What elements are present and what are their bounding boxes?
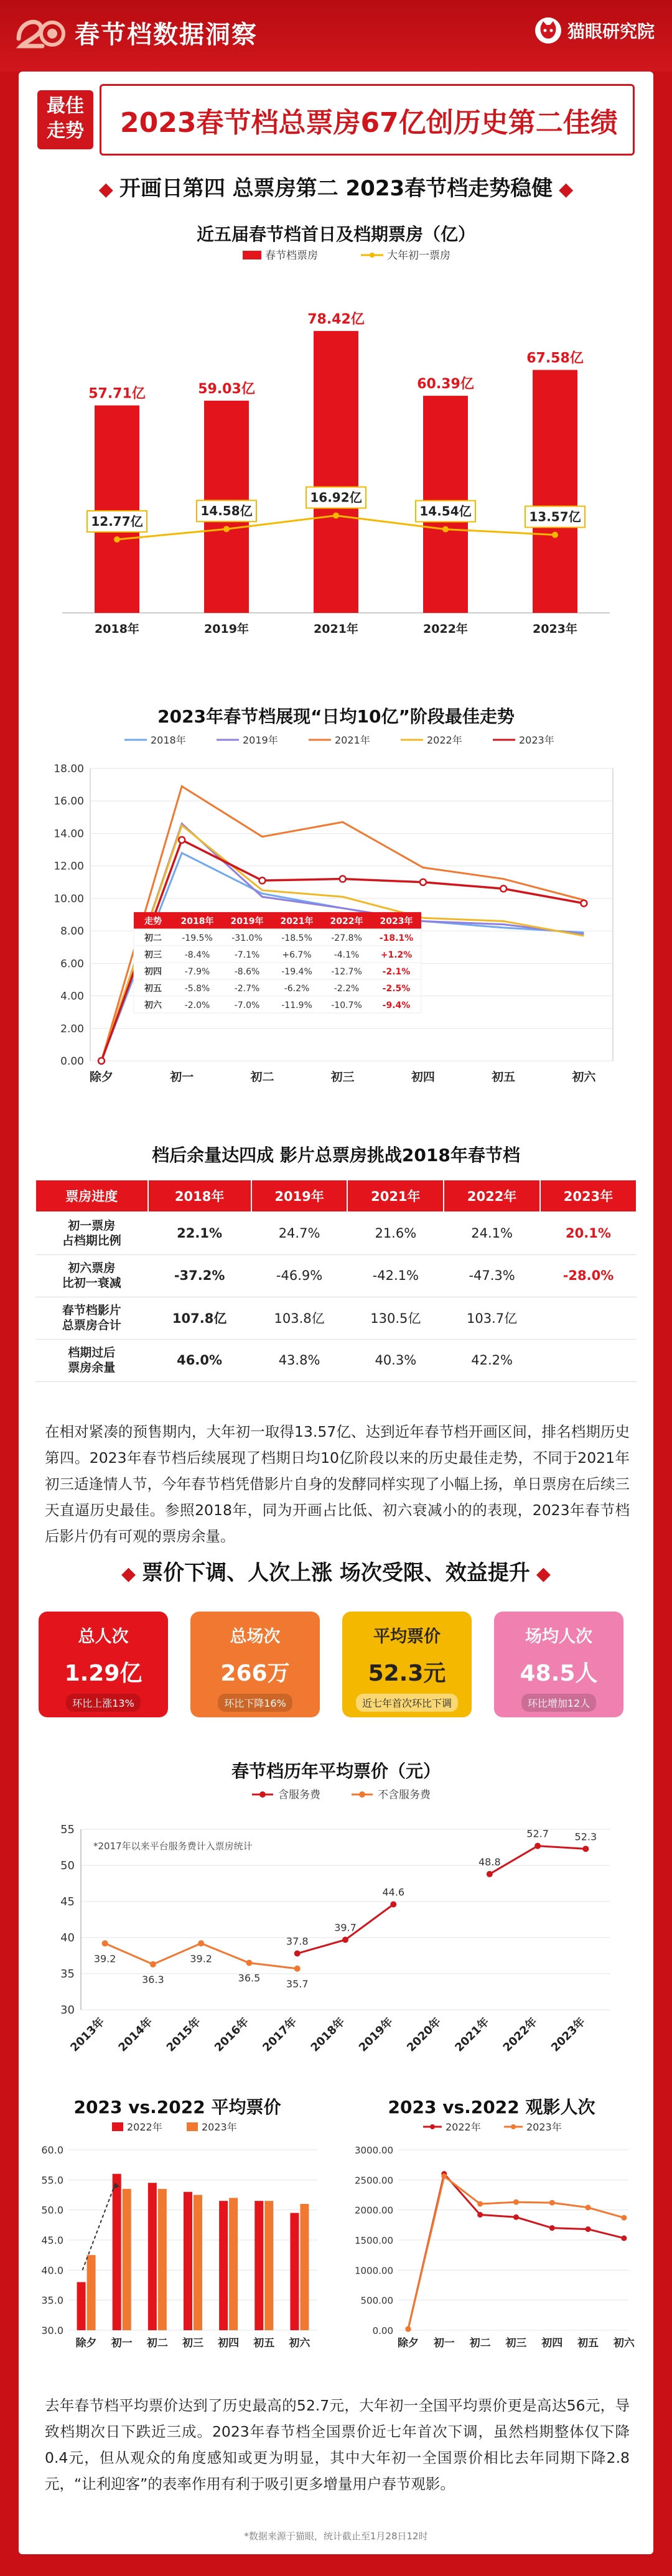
table-row bbox=[35, 1297, 637, 1339]
x-tick-label: 2021年 bbox=[452, 2015, 492, 2055]
data-label: 37.8 bbox=[286, 1935, 309, 1948]
bar-2023 bbox=[264, 2201, 273, 2330]
x-tick-label: 2019年 bbox=[356, 2015, 396, 2055]
box-office-bar-chart bbox=[37, 246, 635, 656]
table-header-cell: 票房进度 bbox=[35, 1180, 148, 1212]
bar-data-label: 60.39亿 bbox=[417, 376, 474, 393]
legend-label: 春节档票房 bbox=[265, 250, 318, 262]
header bbox=[0, 0, 672, 72]
x-tick-label: 2015年 bbox=[164, 2015, 203, 2055]
paragraph-1: 在相对紧凑的预售期内，大年初一取得13.57亿、达到近年春节档开画区间，排名档期历史第四。2023年春节档后续展现了档期日均10亿阶段以来的历史最佳走势，不同于2021年初三适逢情人节，今年春节档凭借影片自身的发酵同样实现了小幅上扬，单日票房在后续三天直逼历史最佳。参照2018年，同为开画占比低、初六衰减小的的表现，2023年春节档后影片仍有可观的票房余量。 bbox=[45, 1423, 630, 1545]
bar-2022 bbox=[148, 2183, 157, 2330]
x-tick-label: 初二 bbox=[469, 2337, 491, 2350]
series-point bbox=[549, 2225, 555, 2231]
bar-data-label: 59.03亿 bbox=[198, 381, 255, 397]
section2-title-text: 票价下调、人次上涨 场次受限、效益提升 bbox=[142, 1561, 530, 1585]
bar-data-label: 67.58亿 bbox=[526, 350, 584, 366]
chart3-title: 春节档历年平均票价（元） bbox=[231, 1761, 441, 1781]
series-point bbox=[340, 876, 346, 882]
lantern-icon: ◆ bbox=[98, 179, 113, 200]
legend-marker bbox=[430, 2124, 435, 2129]
series-point bbox=[582, 1846, 589, 1852]
legend-label: 2018年 bbox=[151, 734, 186, 746]
y-tick-label: 1500.00 bbox=[354, 2235, 393, 2246]
x-tick-label: 除夕 bbox=[89, 1070, 114, 1084]
box-office-progress-table bbox=[35, 1179, 637, 1382]
trend-arrow bbox=[83, 2183, 116, 2270]
y-tick-label: 14.00 bbox=[54, 828, 84, 841]
inset-cell: -10.7% bbox=[331, 1000, 362, 1010]
content-panel bbox=[19, 72, 653, 2554]
y-tick-label: 10.00 bbox=[54, 892, 84, 905]
y-tick-label: 50.0 bbox=[41, 2204, 63, 2216]
x-tick-label: 初三 bbox=[330, 1070, 355, 1084]
brand-title: 春节档数据洞察 bbox=[75, 20, 258, 49]
section1-title-text: 开画日第四 总票房第二 2023春节档走势稳健 bbox=[119, 176, 553, 201]
section2-title bbox=[19, 1556, 653, 1586]
headline-title: 2023春节档总票房67亿创历史第二佳绩 bbox=[120, 106, 618, 139]
inset-row bbox=[134, 929, 421, 946]
y-tick-label: 2500.00 bbox=[354, 2175, 393, 2186]
data-label: 35.7 bbox=[286, 1977, 309, 1990]
inset-cell: -18.1% bbox=[379, 933, 414, 943]
table-cell: 107.8亿 bbox=[148, 1297, 251, 1339]
table-cell: -42.1% bbox=[347, 1254, 444, 1297]
line-point-day1 bbox=[442, 526, 449, 533]
inset-cell: -19.5% bbox=[182, 933, 213, 943]
data-label: 52.7 bbox=[526, 1827, 549, 1840]
bar-box-office bbox=[95, 406, 139, 613]
kpi-label: 总场次 bbox=[230, 1627, 281, 1646]
y-tick-label: 40 bbox=[60, 1931, 75, 1944]
line-data-label: 14.54亿 bbox=[419, 503, 472, 519]
x-tick-label: 2021年 bbox=[314, 622, 358, 636]
data-label: 44.6 bbox=[382, 1886, 405, 1898]
inset-cell: +6.7% bbox=[282, 950, 312, 960]
inset-cell: -9.4% bbox=[382, 1000, 411, 1010]
x-tick-label: 2018年 bbox=[95, 622, 139, 636]
y-tick-label: 50 bbox=[60, 1859, 75, 1872]
x-tick-label: 除夕 bbox=[398, 2337, 419, 2350]
line-point-day1 bbox=[552, 532, 558, 538]
inset-cell: -2.7% bbox=[234, 983, 260, 994]
line-data-label: 12.77亿 bbox=[91, 513, 143, 529]
x-tick-label: 初四 bbox=[541, 2337, 563, 2350]
table-cell: 24.1% bbox=[444, 1212, 540, 1254]
x-tick-label: 初一 bbox=[111, 2337, 133, 2350]
table-cell: 22.1% bbox=[148, 1212, 251, 1254]
lantern-icon: ◆ bbox=[121, 1563, 136, 1585]
data-label: 48.8 bbox=[478, 1855, 501, 1868]
table-cell bbox=[540, 1297, 637, 1339]
table-cell: -28.0% bbox=[540, 1254, 637, 1297]
kpi-value: 1.29亿 bbox=[64, 1661, 142, 1686]
inset-cell: -2.5% bbox=[382, 983, 411, 994]
series-point bbox=[513, 2200, 519, 2205]
series-point bbox=[294, 1951, 301, 1957]
y-tick-label: 3000.00 bbox=[354, 2145, 393, 2156]
tag-line-2: 走势 bbox=[47, 120, 84, 142]
bar-2022 bbox=[290, 2213, 299, 2331]
y-tick-label: 6.00 bbox=[60, 958, 84, 971]
y-tick-label: 30.0 bbox=[41, 2325, 63, 2336]
kpi-value: 48.5人 bbox=[520, 1661, 598, 1686]
inset-cell: 初二 bbox=[144, 933, 162, 943]
series-point bbox=[500, 885, 506, 892]
bar-data-label: 57.71亿 bbox=[88, 386, 146, 402]
kpi-average-ticket-price bbox=[342, 1612, 472, 1717]
chart4-title: 2023 vs.2022 平均票价 bbox=[73, 2097, 281, 2117]
table-header-cell: 2018年 bbox=[148, 1180, 251, 1212]
x-tick-label: 初六 bbox=[572, 1070, 596, 1084]
kpi-sub: 环比下降16% bbox=[218, 1694, 292, 1712]
y-tick-label: 18.00 bbox=[54, 763, 84, 775]
inset-cell: -2.0% bbox=[184, 1000, 210, 1010]
x-tick-label: 2016年 bbox=[212, 2015, 251, 2055]
bar-2022 bbox=[77, 2282, 86, 2330]
chart1-title: 近五届春节档首日及档期票房（亿） bbox=[196, 224, 475, 245]
headline-tag bbox=[37, 90, 93, 149]
kpi-label: 总人次 bbox=[78, 1627, 129, 1646]
avg-price-comparison-bar-chart bbox=[31, 2119, 330, 2361]
y-tick-label: 45 bbox=[60, 1895, 75, 1908]
table-header-cell: 2019年 bbox=[251, 1180, 348, 1212]
inset-cell: -8.4% bbox=[184, 950, 210, 960]
legend-label: 2023年 bbox=[526, 2121, 562, 2133]
legend-label: 2023年 bbox=[519, 734, 554, 746]
inset-row bbox=[134, 963, 421, 979]
x-tick-label: 初四 bbox=[218, 2337, 240, 2350]
x-tick-label: 2019年 bbox=[204, 622, 249, 636]
line-point-day1 bbox=[333, 513, 339, 519]
inset-cell: 初三 bbox=[144, 950, 162, 960]
inset-cell: -19.4% bbox=[281, 966, 312, 977]
table-cell: 20.1% bbox=[540, 1212, 637, 1254]
kpi-total-screenings bbox=[190, 1612, 320, 1717]
bar-2022 bbox=[219, 2201, 228, 2330]
series-point bbox=[621, 2215, 627, 2221]
y-tick-label: 30 bbox=[60, 2004, 75, 2017]
table-cell: 档期过后 票房余量 bbox=[35, 1339, 148, 1381]
table-cell: 43.8% bbox=[251, 1339, 348, 1381]
kpi-total-admissions bbox=[39, 1612, 168, 1717]
lantern-icon: ◆ bbox=[559, 179, 574, 200]
x-tick-label: 初二 bbox=[250, 1070, 274, 1084]
y-tick-label: 35 bbox=[60, 1967, 75, 1981]
series-point bbox=[98, 1058, 105, 1064]
bar-2023 bbox=[158, 2189, 167, 2330]
data-label: 39.2 bbox=[93, 1953, 116, 1965]
y-tick-label: 45.0 bbox=[41, 2234, 63, 2246]
legend-marker bbox=[359, 1791, 365, 1798]
table-cell: -37.2% bbox=[148, 1254, 251, 1297]
series-point bbox=[406, 2326, 411, 2332]
x-tick-label: 2013年 bbox=[68, 2015, 108, 2055]
table-cell bbox=[540, 1339, 637, 1381]
series-point bbox=[342, 1936, 348, 1943]
footnote: *数据来源于猫眼，统计截止至1月28日12时 bbox=[244, 2531, 428, 2542]
kpi-label: 场均人次 bbox=[525, 1627, 592, 1646]
kpi-label: 平均票价 bbox=[373, 1627, 441, 1646]
kpi-sub: 环比增加12人 bbox=[521, 1694, 596, 1712]
series-point bbox=[513, 2214, 519, 2220]
inset-header-label: 2023年 bbox=[380, 916, 413, 926]
y-tick-label: 55 bbox=[60, 1823, 75, 1836]
data-label: 39.7 bbox=[334, 1921, 357, 1934]
inset-header-label: 2018年 bbox=[180, 916, 214, 926]
table-header-cell: 2022年 bbox=[444, 1180, 540, 1212]
legend-label: 2019年 bbox=[243, 734, 278, 746]
y-tick-label: 4.00 bbox=[60, 990, 84, 1003]
table-header-row bbox=[35, 1180, 637, 1212]
inset-cell: 初五 bbox=[144, 983, 162, 994]
table-header-cell: 2023年 bbox=[540, 1180, 637, 1212]
line-point-day1 bbox=[223, 526, 230, 532]
series-point bbox=[246, 1960, 252, 1966]
x-tick-label: 2020年 bbox=[404, 2015, 444, 2055]
chart5-title: 2023 vs.2022 观影人次 bbox=[388, 2097, 595, 2117]
bar-data-label: 78.42亿 bbox=[307, 311, 365, 327]
legend-marker bbox=[370, 253, 375, 258]
series-point bbox=[259, 877, 265, 884]
line-point-day1 bbox=[114, 536, 120, 543]
table-cell: 40.3% bbox=[347, 1339, 444, 1381]
inset-cell: -2.2% bbox=[334, 983, 360, 994]
series-point bbox=[586, 2226, 591, 2232]
inset-cell: -5.8% bbox=[184, 983, 210, 994]
chart2-title: 2023年春节档展现“日均10亿”阶段最佳走势 bbox=[157, 706, 515, 727]
x-tick-label: 初六 bbox=[613, 2337, 635, 2350]
series-point bbox=[477, 2201, 483, 2207]
table-cell: 103.7亿 bbox=[444, 1297, 540, 1339]
legend-label: 含服务费 bbox=[278, 1789, 320, 1801]
y-tick-label: 8.00 bbox=[60, 925, 84, 938]
y-tick-label: 2000.00 bbox=[354, 2205, 393, 2216]
inset-row bbox=[134, 996, 421, 1013]
table-row bbox=[35, 1212, 637, 1254]
table-header-cell: 2021年 bbox=[347, 1180, 444, 1212]
bar-2022 bbox=[113, 2174, 121, 2330]
inset-cell: 初四 bbox=[144, 966, 162, 977]
bar-2023 bbox=[123, 2189, 131, 2330]
series-point bbox=[534, 1843, 541, 1849]
series-point bbox=[179, 837, 185, 843]
legend-label: 2022年 bbox=[427, 734, 462, 746]
series-line bbox=[490, 1846, 586, 1874]
inset-cell: -4.1% bbox=[334, 950, 360, 960]
table-cell: 46.0% bbox=[148, 1339, 251, 1381]
data-label: 39.2 bbox=[190, 1953, 212, 1965]
inset-cell: 初六 bbox=[144, 1000, 162, 1010]
series-point bbox=[102, 1940, 108, 1946]
admissions-comparison-line-chart bbox=[342, 2119, 647, 2361]
series-point bbox=[390, 1902, 396, 1908]
table-cell: 103.8亿 bbox=[251, 1297, 348, 1339]
bar-2023 bbox=[229, 2198, 238, 2330]
inset-cell: -7.0% bbox=[234, 1000, 260, 1010]
x-tick-label: 初五 bbox=[253, 2337, 275, 2350]
series-point bbox=[150, 1961, 156, 1967]
x-tick-label: 初三 bbox=[505, 2337, 527, 2350]
table-row bbox=[35, 1254, 637, 1297]
series-point bbox=[477, 2212, 483, 2218]
table-cell: 21.6% bbox=[347, 1212, 444, 1254]
brand-logo bbox=[14, 14, 258, 51]
inset-header-label: 2022年 bbox=[330, 916, 363, 926]
inset-cell: -7.9% bbox=[184, 966, 210, 977]
inset-header-label: 2019年 bbox=[230, 916, 264, 926]
series-point bbox=[586, 2205, 591, 2210]
kpi-value: 266万 bbox=[220, 1661, 290, 1686]
table-cell: 130.5亿 bbox=[347, 1297, 444, 1339]
avg-ticket-price-history-chart bbox=[37, 1786, 635, 2060]
inset-cell: +1.2% bbox=[380, 950, 413, 960]
series-point bbox=[549, 2200, 555, 2206]
x-tick-label: 2023年 bbox=[548, 2015, 588, 2055]
y-tick-label: 40.0 bbox=[41, 2264, 63, 2277]
x-tick-label: 除夕 bbox=[75, 2337, 97, 2350]
headline bbox=[37, 84, 635, 156]
y-tick-label: 500.00 bbox=[360, 2295, 393, 2307]
x-tick-label: 初四 bbox=[411, 1070, 435, 1084]
x-tick-label: 初三 bbox=[182, 2337, 203, 2350]
inset-cell: -8.6% bbox=[234, 966, 260, 977]
y-tick-label: 12.00 bbox=[54, 860, 84, 873]
x-tick-label: 2022年 bbox=[500, 2015, 540, 2055]
inset-row bbox=[134, 979, 421, 996]
bar-box-office bbox=[533, 370, 577, 613]
y-tick-label: 60.0 bbox=[41, 2144, 63, 2156]
inset-cell: -6.2% bbox=[284, 983, 310, 994]
legend-swatch bbox=[112, 2122, 123, 2131]
x-tick-label: 初五 bbox=[492, 1070, 516, 1084]
table-title: 档后余量达四成 影片总票房挑战2018年春节档 bbox=[152, 1145, 520, 1165]
maoyan-cat-icon bbox=[535, 17, 561, 44]
inset-cell: -27.8% bbox=[331, 933, 362, 943]
legend-marker bbox=[259, 1791, 266, 1798]
line-data-label: 16.92亿 bbox=[310, 490, 362, 505]
lantern-icon: ◆ bbox=[536, 1563, 551, 1585]
legend-label: 大年初一票房 bbox=[387, 250, 450, 262]
x-tick-label: 初五 bbox=[577, 2337, 599, 2350]
bar-2023 bbox=[87, 2255, 96, 2330]
x-tick-label: 初二 bbox=[146, 2337, 168, 2350]
table-cell: 初一票房 占档期比例 bbox=[35, 1212, 148, 1254]
series-point bbox=[420, 879, 426, 885]
x-tick-label: 2022年 bbox=[423, 622, 468, 636]
x-tick-label: 初一 bbox=[433, 2337, 455, 2350]
table-cell: 初六票房 比初一衰减 bbox=[35, 1254, 148, 1297]
y-tick-label: 1000.00 bbox=[354, 2265, 393, 2277]
y-tick-label: 0.00 bbox=[372, 2325, 393, 2336]
tag-line-1: 最佳 bbox=[47, 95, 84, 117]
series-point bbox=[441, 2173, 447, 2179]
x-tick-label: 2017年 bbox=[260, 2015, 300, 2055]
y-tick-label: 2.00 bbox=[60, 1022, 84, 1035]
bar-2022 bbox=[184, 2192, 192, 2330]
data-label: 36.3 bbox=[142, 1973, 164, 1986]
table-cell: 24.7% bbox=[251, 1212, 348, 1254]
inset-header-label: 走势 bbox=[144, 916, 162, 926]
inset-cell: -7.1% bbox=[234, 950, 260, 960]
headline-box bbox=[100, 84, 635, 156]
legend-swatch-box-office bbox=[243, 251, 261, 259]
inset-row bbox=[134, 946, 421, 963]
series-point bbox=[198, 1940, 204, 1946]
paragraph-2: 去年春节档平均票价达到了历史最高的52.7元，大年初一全国平均票价更是高达56元，导致档期次日下跌近三成。2023年春节档全国票价近七年首次下调，虽然档期整体仅下降0.4元，但从观众的角度感知或更为明显，其中大年初一全国票价相比去年同期下降2.8元，“让利迎客”的表率作用有利于吸引更多增量用户春节观影。 bbox=[45, 2397, 630, 2493]
x-tick-label: 初一 bbox=[170, 1070, 194, 1084]
section1-title bbox=[19, 171, 653, 202]
table-cell: 春节档影片 总票房合计 bbox=[35, 1297, 148, 1339]
inset-cell: -11.9% bbox=[281, 1000, 312, 1010]
x-tick-label: 2023年 bbox=[533, 622, 577, 636]
inset-header-label: 2021年 bbox=[280, 916, 314, 926]
legend-label: 不含服务费 bbox=[378, 1789, 431, 1801]
year-2023-logo-icon bbox=[14, 14, 70, 51]
series-line bbox=[408, 2177, 624, 2330]
bar-2023 bbox=[194, 2195, 202, 2331]
line-data-label: 13.57亿 bbox=[529, 509, 581, 525]
legend-marker bbox=[511, 2124, 516, 2129]
bar-box-office bbox=[314, 331, 358, 613]
table-cell: 42.2% bbox=[444, 1339, 540, 1381]
legend-label: 2022年 bbox=[446, 2121, 481, 2133]
x-tick-label: 2014年 bbox=[116, 2015, 156, 2055]
data-label: 52.3 bbox=[574, 1831, 597, 1843]
inset-cell: -31.0% bbox=[231, 933, 263, 943]
daily-trend-line-chart bbox=[31, 731, 641, 1092]
kpi-value: 52.3元 bbox=[368, 1661, 446, 1686]
series-point bbox=[294, 1966, 301, 1972]
legend-label: 2023年 bbox=[202, 2121, 237, 2133]
data-label: 36.5 bbox=[238, 1972, 261, 1984]
inset-cell: -12.7% bbox=[331, 966, 362, 977]
publisher-name: 猫眼研究院 bbox=[567, 21, 655, 42]
chart-note: *2017年以来平台服务费计入票房统计 bbox=[93, 1841, 253, 1852]
table-cell: -47.3% bbox=[444, 1254, 540, 1297]
kpi-sub: 环比上涨13% bbox=[66, 1694, 141, 1712]
inset-cell: -18.5% bbox=[281, 933, 312, 943]
table-row bbox=[35, 1339, 637, 1381]
y-tick-label: 0.00 bbox=[60, 1055, 84, 1068]
legend-label: 2021年 bbox=[335, 734, 370, 746]
x-tick-label: 初六 bbox=[289, 2337, 310, 2350]
x-tick-label: 2018年 bbox=[308, 2015, 348, 2055]
series-point bbox=[621, 2236, 627, 2241]
series-point bbox=[581, 900, 587, 907]
table-cell: -46.9% bbox=[251, 1254, 348, 1297]
y-tick-label: 55.0 bbox=[41, 2174, 63, 2186]
line-data-label: 14.58亿 bbox=[200, 503, 253, 519]
legend-swatch bbox=[187, 2122, 198, 2131]
series-line bbox=[408, 2174, 624, 2329]
bar-2022 bbox=[254, 2201, 263, 2330]
publisher-logo bbox=[535, 17, 655, 44]
kpi-admissions-per-screening bbox=[494, 1612, 623, 1717]
legend-label: 2022年 bbox=[127, 2121, 162, 2133]
y-tick-label: 16.00 bbox=[54, 795, 84, 808]
bar-2023 bbox=[300, 2204, 309, 2330]
inset-cell: -2.1% bbox=[382, 966, 411, 977]
y-tick-label: 35.0 bbox=[41, 2294, 63, 2307]
series-point bbox=[487, 1871, 493, 1877]
kpi-sub: 近七年首次环比下调 bbox=[356, 1694, 458, 1712]
